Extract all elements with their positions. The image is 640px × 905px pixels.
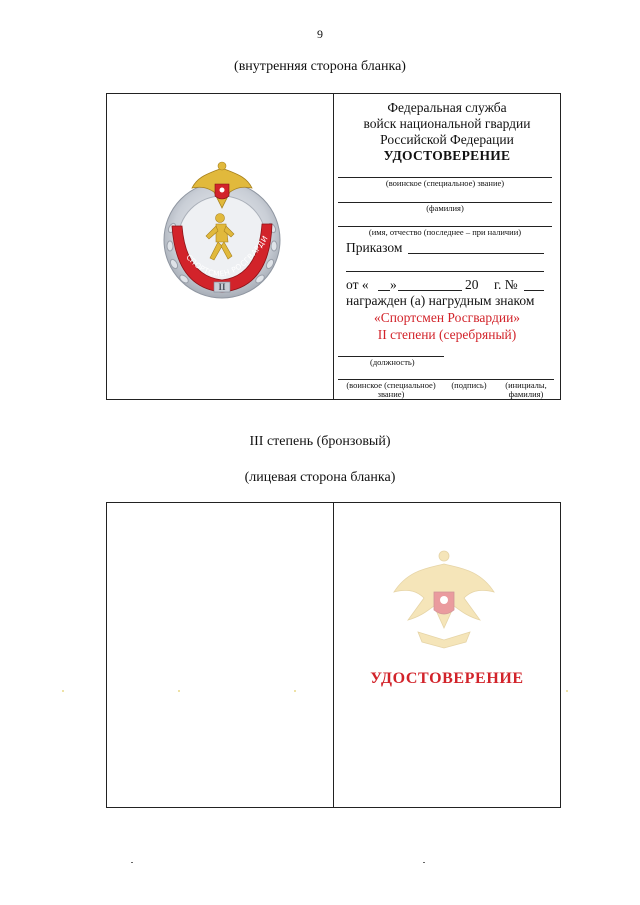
org-line-1: Федеральная служба — [387, 100, 507, 115]
sportsman-badge — [158, 158, 286, 303]
date-close: » — [390, 277, 397, 292]
awarded-text: награжден (а) нагрудным знаком — [346, 293, 535, 308]
position-hint: (должность) — [370, 357, 415, 367]
scan-speck — [131, 862, 133, 863]
sig-initials-hint-1: (инициалы, — [505, 380, 547, 390]
page-number: 9 — [317, 27, 323, 41]
scan-speck — [294, 690, 296, 692]
cover-title: УДОСТОВЕРЕНИЕ — [370, 670, 524, 687]
scan-speck — [423, 862, 425, 863]
scan-speck — [566, 690, 568, 692]
badge-name: «Спортсмен Росгвардии» — [373, 310, 521, 325]
badge-ribbon-text: СПОРТСМЕН РОСГВАРДИ — [184, 233, 270, 279]
sig-initials-hint-2: фамилия) — [508, 389, 544, 399]
scan-speck — [178, 690, 180, 692]
rank-hint: (воинское (специальное) звание) — [385, 178, 505, 188]
order-label: Приказом — [346, 240, 403, 255]
face-side-caption: (лицевая сторона бланка) — [244, 470, 396, 485]
scan-speck — [62, 690, 64, 692]
sig-rank-hint-1: (воинское (специальное) — [346, 380, 436, 390]
number-label: г. № — [494, 277, 518, 292]
badge-roman-numeral: II — [218, 282, 226, 292]
degree-caption: III степень (бронзовый) — [249, 434, 391, 449]
eagle-icon — [388, 548, 500, 650]
inner-side-caption: (внутренняя сторона бланка) — [234, 59, 406, 74]
month-line — [398, 290, 462, 291]
certificate-title: УДОСТОВЕРЕНИЕ — [383, 148, 511, 163]
surname-hint: (фамилия) — [426, 203, 464, 213]
day-line — [378, 290, 390, 291]
badge-degree: II степени (серебряный) — [377, 327, 517, 342]
sig-signature-hint: (подпись) — [451, 380, 487, 390]
date-prefix: от « — [346, 277, 369, 292]
order-line-2 — [346, 271, 544, 272]
name-hint: (имя, отчество (последнее – при наличии) — [368, 227, 522, 237]
order-line — [408, 253, 544, 254]
sportsman-badge-image — [158, 158, 286, 303]
sig-rank-hint-2: звание) — [377, 389, 405, 399]
org-line-2: войск национальной гвардии — [363, 116, 531, 131]
year-prefix: 20 — [465, 277, 479, 292]
face-spread-fold — [333, 502, 334, 808]
org-line-3: Российской Федерации — [380, 132, 514, 147]
number-line — [524, 290, 544, 291]
cover-emblem — [388, 548, 500, 650]
